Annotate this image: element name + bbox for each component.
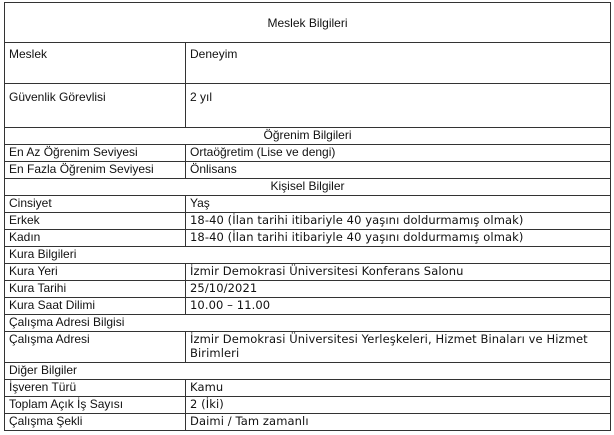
table-row (5, 281, 611, 298)
row-label: Kura Tarihi (5, 281, 186, 298)
column-header-deneyim: Deneyim (186, 43, 611, 84)
row-value: 18-40 (İlan tarihi itibariyle 40 yaşını doldurmamış olmak) (186, 213, 611, 230)
section-title: Öğrenim Bilgileri (5, 128, 611, 145)
row-value: 2 (İki) (186, 397, 611, 414)
table-row (5, 145, 611, 162)
row-label: Cinsiyet (5, 196, 186, 213)
row-value: İzmir Demokrasi Üniversitesi Yerleşkeleri, Hizmet Binaları ve Hizmet Birimleri (186, 332, 611, 363)
section-header-ogrenim (5, 128, 611, 145)
section-title: Çalışma Adresi Bilgisi (5, 315, 611, 332)
row-label: En Az Öğrenim Seviyesi (5, 145, 186, 162)
row-label: Kura Yeri (5, 264, 186, 281)
row-label: Erkek (5, 213, 186, 230)
row-label: Çalışma Şekli (5, 414, 186, 431)
row-value: Kamu (186, 380, 611, 397)
section-header-kura (5, 247, 611, 264)
row-label: Toplam Açık İş Sayısı (5, 397, 186, 414)
table-row (5, 332, 611, 363)
section-title: Kişisel Bilgiler (5, 179, 611, 196)
row-value: 18-40 (İlan tarihi itibariyle 40 yaşını doldurmamış olmak) (186, 230, 611, 247)
row-value: 25/10/2021 (186, 281, 611, 298)
row-value: Yaş (186, 196, 611, 213)
section-title: Meslek Bilgileri (5, 3, 611, 43)
section-header-kisisel (5, 179, 611, 196)
section-header-calisma-adresi (5, 315, 611, 332)
row-value: İzmir Demokrasi Üniversitesi Konferans Salonu (186, 264, 611, 281)
row-value: Önlisans (186, 162, 611, 179)
table-row (5, 298, 611, 315)
row-label: En Fazla Öğrenim Seviyesi (5, 162, 186, 179)
table-row (5, 213, 611, 230)
row-value: Ortaöğretim (Lise ve dengi) (186, 145, 611, 162)
table-row (5, 397, 611, 414)
row-label: Güvenlik Görevlisi (5, 84, 186, 128)
section-title: Kura Bilgileri (5, 247, 611, 264)
table-row (5, 43, 611, 84)
table-row (5, 230, 611, 247)
table-row (5, 264, 611, 281)
section-header-diger (5, 363, 611, 380)
row-label: İşveren Türü (5, 380, 186, 397)
table-row (5, 414, 611, 431)
row-label: Çalışma Adresi (5, 332, 186, 363)
column-header-meslek: Meslek (5, 43, 186, 84)
row-value: Daimi / Tam zamanlı (186, 414, 611, 431)
table-row (5, 380, 611, 397)
table-row (5, 84, 611, 128)
section-header-meslek (5, 3, 611, 43)
row-label: Kadın (5, 230, 186, 247)
table-row (5, 162, 611, 179)
table-row (5, 196, 611, 213)
row-value: 2 yıl (186, 84, 611, 128)
row-value: 10.00 – 11.00 (186, 298, 611, 315)
job-listing-table (4, 2, 611, 431)
section-title: Diğer Bilgiler (5, 363, 611, 380)
row-label: Kura Saat Dilimi (5, 298, 186, 315)
